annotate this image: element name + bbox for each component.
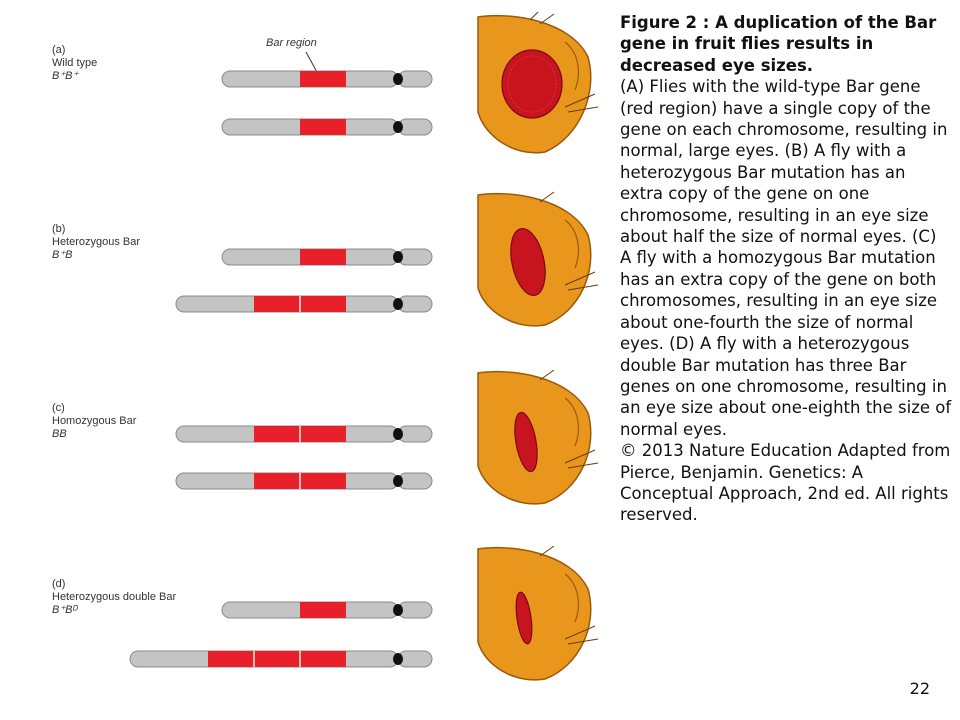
panel-d-letter: (d) xyxy=(52,578,66,590)
panel-3-chromosome-2-short-arm xyxy=(398,473,432,489)
panel-3-chromosome-1-bar-region-1 xyxy=(254,426,300,442)
panel-3-chromosome-1-short-arm xyxy=(398,426,432,442)
panel-4-chromosome-2-short-arm xyxy=(398,651,432,667)
panel-1-chromosome-2-centromere xyxy=(393,121,403,133)
panel-3-chromosome-2-bar-region-2 xyxy=(300,473,346,489)
panel-2-chromosome-1-centromere xyxy=(393,251,403,263)
panel-1-chromosome-2-short-arm xyxy=(398,119,432,135)
panel-4-chromosome-2-bar-region-1 xyxy=(208,651,254,667)
panel-c-name: Homozygous Bar xyxy=(52,415,137,427)
panel-1-chromosome-1-centromere xyxy=(393,73,403,85)
panel-4-chromosome-1-centromere xyxy=(393,604,403,616)
fly-head-double-bar xyxy=(470,544,600,684)
panel-d-genotype: B⁺Bᴰ xyxy=(52,604,78,616)
panel-a-letter: (a) xyxy=(52,44,66,56)
panel-1-chromosome-1-bar-region-1 xyxy=(300,71,346,87)
fly-head-wild-type xyxy=(470,12,600,157)
chromosome-diagram xyxy=(0,0,460,720)
caption-credit: © 2013 Nature Education Adapted from Pierce, Benjamin. Genetics: A Conceptual Approach, 2nd ed. All rights reserved. xyxy=(620,441,951,525)
panel-1-chromosome-2-bar-region-1 xyxy=(300,119,346,135)
panel-4-chromosome-2-centromere xyxy=(393,653,403,665)
panel-2-chromosome-2-short-arm xyxy=(398,296,432,312)
caption-body: (A) Flies with the wild-type Bar gene (red region) have a single copy of the gene on each chromosome, resulting in normal, large eyes. (B) A fly with a heterozygous Bar mutation has an extra copy of the gene on one chromosome, resulting in an eye size about half the size of normal eyes. (C) A fly with a homozygous Bar mutation has an extra copy of the gene on both chromosomes, resulting in an eye size about one-fourth the size of normal eyes. (D) A fly with a heterozygous double Bar mutation has three Bar genes on one chromosome, resulting in an eye size about one-eighth the size of normal eyes. xyxy=(620,77,952,439)
panel-a-genotype: B⁺B⁺ xyxy=(52,70,79,82)
panel-3-chromosome-2-bar-region-1 xyxy=(254,473,300,489)
panel-4-chromosome-2-bar-region-3 xyxy=(300,651,346,667)
panel-3-chromosome-1-bar-region-2 xyxy=(300,426,346,442)
panel-2-chromosome-2-centromere xyxy=(393,298,403,310)
panel-4-chromosome-1-bar-region-1 xyxy=(300,602,346,618)
fly-head-heterozygous-bar xyxy=(470,190,600,330)
panel-3-chromosome-1-centromere xyxy=(393,428,403,440)
panel-d-name: Heterozygous double Bar xyxy=(52,591,177,603)
panel-a-name: Wild type xyxy=(52,57,98,69)
panel-c-genotype: BB xyxy=(52,428,67,440)
panel-b-letter: (b) xyxy=(52,223,66,235)
caption-title: Figure 2 : A duplication of the Bar gene in fruit flies results in decreased eye sizes. xyxy=(620,13,937,75)
panel-4-chromosome-2-bar-region-2 xyxy=(254,651,300,667)
panel-2-chromosome-2-bar-region-2 xyxy=(300,296,346,312)
panel-1-chromosome-1-short-arm xyxy=(398,71,432,87)
page-number: 22 xyxy=(909,679,930,698)
panel-c-letter: (c) xyxy=(52,402,65,414)
panel-2-chromosome-2-bar-region-1 xyxy=(254,296,300,312)
panel-2-chromosome-1-bar-region-1 xyxy=(300,249,346,265)
fly-head-homozygous-bar xyxy=(470,368,600,508)
panel-4-chromosome-1-short-arm xyxy=(398,602,432,618)
bar-region-label: Bar region xyxy=(266,37,317,49)
figure-caption xyxy=(620,12,952,526)
panel-3-chromosome-2-centromere xyxy=(393,475,403,487)
panel-b-genotype: B⁺B xyxy=(52,249,73,261)
panel-2-chromosome-1-short-arm xyxy=(398,249,432,265)
panel-b-name: Heterozygous Bar xyxy=(52,236,141,248)
